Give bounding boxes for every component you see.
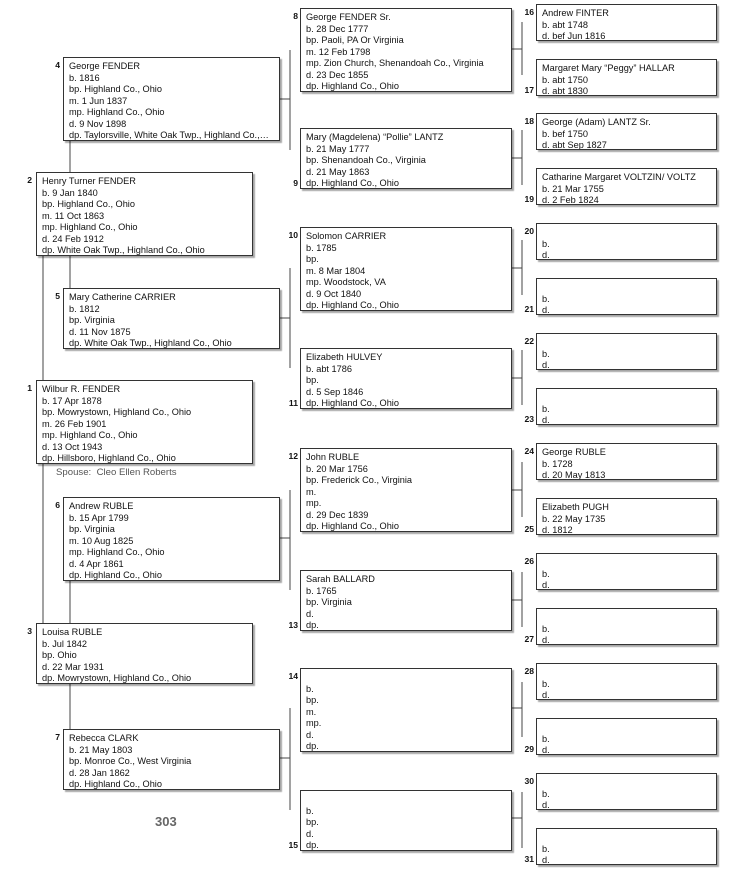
person-detail: bp. [306,375,319,385]
person-detail: d. [542,635,550,645]
person-box-22[interactable] [536,333,717,370]
person-detail: m. [306,486,317,497]
person-detail: b. 21 May 1803 [69,744,133,755]
person-number-27: 27 [524,634,534,644]
person-name [542,832,711,844]
person-detail: b. 1785 [306,242,337,253]
person-detail: b. 1812 [69,303,100,314]
person-box-7[interactable] [63,729,280,790]
person-box-28[interactable] [536,663,717,700]
person-detail: d. bef Jun 1816 [542,31,606,41]
person-detail: b. 1816 [69,72,100,83]
person-name [542,722,711,734]
person-detail: b. 1765 [306,585,337,596]
person-detail: d. [306,828,314,839]
person-number-31: 31 [524,854,534,864]
person-detail: d. [542,745,550,755]
person-number-7: 7 [55,732,60,742]
person-detail: d. 9 Oct 1840 [306,288,362,299]
person-name [542,337,711,349]
person-detail: m. 8 Mar 1804 [306,265,366,276]
person-detail: b. 15 Apr 1799 [69,512,129,523]
person-detail: b. [542,623,550,634]
person-name: Andrew RUBLE [69,501,134,511]
person-detail: m. 12 Feb 1798 [306,46,371,57]
person-name: Sarah BALLARD [306,574,375,584]
person-detail: mp. Highland Co., Ohio [69,547,165,557]
person-detail: bp. Paoli, PA Or Virginia [306,35,404,45]
person-box-19[interactable] [536,168,717,205]
person-box-18[interactable] [536,113,717,150]
person-name: Andrew FINTER [542,8,609,18]
person-detail: d. 22 Mar 1931 [42,661,104,672]
person-detail: b. [542,403,550,414]
person-box-12[interactable] [300,448,512,532]
person-detail: dp. Highland Co., Ohio [69,779,162,789]
person-number-30: 30 [524,776,534,786]
person-detail: d. abt Sep 1827 [542,140,607,150]
person-detail: b. 22 May 1735 [542,513,606,524]
person-number-23: 23 [524,414,534,424]
person-box-21[interactable] [536,278,717,315]
person-name [306,794,506,806]
person-detail: b. 21 May 1777 [306,143,370,154]
person-detail: m. [306,706,317,717]
person-detail: d. 13 Oct 1943 [42,441,103,452]
person-box-5[interactable] [63,288,280,349]
person-detail: b. 21 Mar 1755 [542,183,604,194]
person-detail: dp. Highland Co., Ohio [306,81,399,91]
person-name [542,612,711,624]
person-number-13: 13 [288,620,298,630]
person-detail: b. [306,805,314,816]
page-number: 303 [155,814,177,829]
spouse-label: Spouse: [56,467,92,478]
person-name: Louisa RUBLE [42,627,103,637]
person-number-9: 9 [293,178,298,188]
person-number-16: 16 [524,7,534,17]
person-number-24: 24 [524,446,534,456]
person-name: Elizabeth HULVEY [306,352,383,362]
person-detail: b. abt 1748 [542,19,588,30]
person-number-8: 8 [293,11,298,21]
person-detail: b. 9 Jan 1840 [42,187,98,198]
person-detail: d. 4 Apr 1861 [69,558,124,569]
person-detail: mp. [306,498,322,508]
person-detail: d. [542,360,550,370]
person-detail: dp. Highland Co., Ohio [306,521,399,531]
person-detail: m. 26 Feb 1901 [42,418,107,429]
person-number-4: 4 [55,60,60,70]
person-box-8[interactable] [300,8,512,92]
person-name [542,667,711,679]
person-number-1: 1 [27,383,32,393]
person-detail: dp. Mowrystown, Highland Co., Ohio [42,673,192,683]
person-detail: d. 20 May 1813 [542,470,606,480]
person-number-29: 29 [524,744,534,754]
person-name [542,392,711,404]
person-detail: b. [542,568,550,579]
person-detail: b. 28 Dec 1777 [306,23,369,34]
person-box-10[interactable] [300,227,512,311]
person-detail: mp. Zion Church, Shenandoah Co., Virginia [306,58,484,68]
person-number-19: 19 [524,194,534,204]
person-detail: d. [542,250,550,260]
person-detail: d. [306,729,314,740]
person-number-20: 20 [524,226,534,236]
person-detail: d. 1812 [542,525,573,535]
person-detail: b. [542,788,550,799]
person-detail: mp. Woodstock, VA [306,277,386,287]
person-box-14[interactable] [300,668,512,752]
person-number-26: 26 [524,556,534,566]
person-detail: bp. Virginia [69,315,115,325]
person-number-28: 28 [524,666,534,676]
person-detail: m. 11 Oct 1863 [42,210,105,221]
person-box-15[interactable] [300,790,512,851]
person-number-5: 5 [55,291,60,301]
person-detail: mp. Highland Co., Ohio [69,107,165,117]
person-detail: dp. Highland Co., Ohio [306,398,399,408]
person-number-12: 12 [288,451,298,461]
spouse-line [56,467,177,478]
person-box-23[interactable] [536,388,717,425]
person-box-6[interactable] [63,497,280,581]
person-name: Solomon CARRIER [306,231,387,241]
person-detail: bp. Highland Co., Ohio [69,84,162,94]
person-name: Catharine Margaret VOLTZIN/ VOLTZ [542,172,696,182]
person-name: Margaret Mary “Peggy” HALLAR [542,63,675,73]
person-detail: mp. [306,718,322,728]
person-name: Wilbur R. FENDER [42,384,121,394]
person-name [306,672,506,684]
person-box-3[interactable] [36,623,253,684]
person-detail: bp. [306,817,319,827]
person-box-27[interactable] [536,608,717,645]
person-detail: b. abt 1786 [306,363,352,374]
person-detail: d. 5 Sep 1846 [306,386,364,397]
person-name [542,557,711,569]
person-detail: m. 10 Aug 1825 [69,535,134,546]
person-box-9[interactable] [300,128,512,189]
person-detail: b. [542,348,550,359]
person-detail: d. 24 Feb 1912 [42,233,104,244]
person-number-22: 22 [524,336,534,346]
person-detail: b. [542,733,550,744]
person-detail: d. [542,800,550,810]
person-number-3: 3 [27,626,32,636]
person-box-30[interactable] [536,773,717,810]
person-detail: d. 28 Jan 1862 [69,767,130,778]
person-box-4[interactable] [63,57,280,141]
person-detail: bp. Mowrystown, Highland Co., Ohio [42,407,192,417]
person-box-29[interactable] [536,718,717,755]
person-detail: d. 2 Feb 1824 [542,195,599,205]
person-number-21: 21 [524,304,534,314]
person-name: George FENDER Sr. [306,12,391,22]
person-detail: b. [542,843,550,854]
person-detail: bp. Ohio [42,650,77,660]
person-detail: dp. Highland Co., Ohio [69,570,162,580]
person-box-24[interactable] [536,443,717,480]
person-detail: d. [306,608,314,619]
person-detail: d. abt 1830 [542,86,588,96]
person-detail: d. 23 Dec 1855 [306,69,369,80]
person-number-17: 17 [524,85,534,95]
person-detail: b. bef 1750 [542,128,588,139]
person-detail: b. [306,683,314,694]
person-detail: dp. White Oak Twp., Highland Co., Ohio [42,245,205,255]
person-number-11: 11 [288,398,298,408]
person-detail: d. 11 Nov 1875 [69,326,131,337]
person-box-20[interactable] [536,223,717,260]
person-name: Mary (Magdelena) “Pollie” LANTZ [306,132,444,142]
person-detail: d. [542,305,550,315]
person-detail: d. [542,690,550,700]
person-name [542,227,711,239]
person-detail: dp. Taylorsville, White Oak Twp., Highland Co.,… [69,130,269,140]
person-detail: dp. Hillsboro, Highland Co., Ohio [42,453,176,463]
person-number-2: 2 [27,175,32,185]
person-name [542,777,711,789]
person-box-17[interactable] [536,59,717,96]
person-number-10: 10 [288,230,298,240]
person-name: George (Adam) LANTZ Sr. [542,117,651,127]
spouse-name: Cleo Ellen Roberts [96,467,177,478]
person-box-11[interactable] [300,348,512,409]
person-box-25[interactable] [536,498,717,535]
person-box-13[interactable] [300,570,512,631]
person-detail: d. [542,580,550,590]
person-detail: b. [542,678,550,689]
person-name [542,282,711,294]
person-name: Elizabeth PUGH [542,502,609,512]
person-detail: bp. Highland Co., Ohio [42,199,135,209]
person-detail: dp. [306,620,319,630]
person-detail: mp. Highland Co., Ohio [42,430,138,440]
person-detail: dp. [306,840,319,850]
person-detail: b. [542,293,550,304]
person-detail: bp. [306,254,319,264]
person-detail: bp. Virginia [306,597,352,607]
person-detail: bp. Virginia [69,524,115,534]
person-detail: m. 1 Jun 1837 [69,95,128,106]
person-detail: b. abt 1750 [542,74,588,85]
person-detail: d. [542,855,550,865]
person-detail: b. 17 Apr 1878 [42,395,102,406]
person-name: George FENDER [69,61,140,71]
person-name: Mary Catherine CARRIER [69,292,176,302]
person-detail: d. 21 May 1863 [306,166,370,177]
person-box-31[interactable] [536,828,717,865]
person-box-16[interactable] [536,4,717,41]
person-detail: d. 9 Nov 1898 [69,118,127,129]
person-number-15: 15 [288,840,298,850]
person-detail: bp. Shenandoah Co., Virginia [306,155,426,165]
person-detail: d. [542,415,550,425]
person-detail: b. 20 Mar 1756 [306,463,368,474]
person-detail: bp. Frederick Co., Virginia [306,475,413,485]
person-number-6: 6 [55,500,60,510]
person-detail: mp. Highland Co., Ohio [42,222,138,232]
person-name: Rebecca CLARK [69,733,139,743]
person-number-25: 25 [524,524,534,534]
person-number-14: 14 [288,671,298,681]
person-detail: d. 29 Dec 1839 [306,509,369,520]
person-name: Henry Turner FENDER [42,176,136,186]
person-detail: b. [542,238,550,249]
person-name: George RUBLE [542,447,606,457]
person-name: John RUBLE [306,452,360,462]
person-box-2[interactable] [36,172,253,256]
person-detail: bp. [306,695,319,705]
person-box-26[interactable] [536,553,717,590]
person-detail: dp. Highland Co., Ohio [306,300,399,310]
person-detail: dp. Highland Co., Ohio [306,178,399,188]
person-detail: b. Jul 1842 [42,638,87,649]
person-detail: b. 1728 [542,458,573,469]
person-number-18: 18 [524,116,534,126]
person-box-1[interactable] [36,380,253,464]
person-detail: dp. [306,741,319,751]
person-detail: dp. White Oak Twp., Highland Co., Ohio [69,338,232,348]
person-detail: bp. Monroe Co., West Virginia [69,756,192,766]
